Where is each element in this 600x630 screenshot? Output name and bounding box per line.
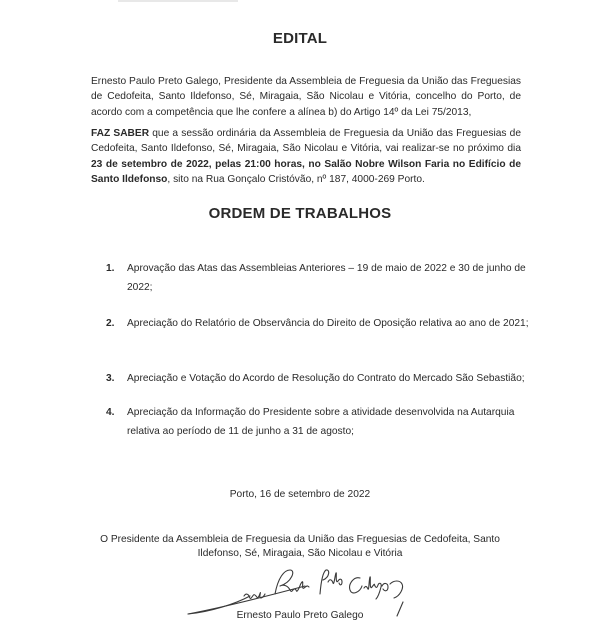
agenda-item: [106, 404, 546, 441]
intro-paragraph: Ernesto Paulo Preto Galego, Presidente da Assembleia de Freguesia da União das Freguesias de Cedofeita, Santo Ildefonso, Sé, Miragaia, São Nicolau e Vitória, concelho do Porto, de acordo com a competência que lhe confere a alínea b) do Artigo 14º da Lei 75/2013,: [91, 76, 521, 118]
agenda-item-text: Aprovação das Atas das Assembleias Anteriores – 19 de maio de 2022 e 30 de junho de 2022;: [127, 263, 526, 293]
agenda-item-number: 2.: [106, 318, 115, 329]
scan-edge-mark: [118, 0, 238, 2]
notice-paragraph: [91, 126, 521, 187]
agenda-item-text: Apreciação e Votação do Acordo de Resolução do Contrato do Mercado São Sebastião;: [127, 373, 525, 384]
signature-preto: [320, 570, 342, 594]
document-title: EDITAL: [272, 30, 328, 47]
agenda-title: ORDEM DE TRABALHOS: [208, 205, 392, 222]
agenda-item-number: 4.: [106, 407, 115, 418]
agenda-item: [106, 315, 546, 334]
agenda-item: [106, 260, 546, 297]
notice-lead: FAZ SABER: [91, 128, 150, 139]
agenda-item-text: Apreciação do Relatório de Observância do Direito de Oposição relativa ao ano de 2021;: [127, 318, 529, 329]
agenda-item: [106, 370, 546, 389]
agenda-item-number: 1.: [106, 263, 115, 274]
signatory-role: O Presidente da Assembleia de Freguesia da União das Freguesias de Cedofeita, Santo Ildefonso, Sé, Miragaia, São Nicolau e Vitória: [100, 534, 500, 559]
notice-text-1: que a sessão ordinária da Assembleia de Freguesia da União das Freguesias de Cedofeita, Santo Ildefonso, Sé, Miragaia, São Nicolau e Vitória, vai realizar-se no próximo dia: [91, 128, 522, 155]
signature-paulo: [275, 570, 309, 594]
agenda-item-number: 3.: [106, 373, 115, 384]
place-date: Porto, 16 de setembro de 2022: [229, 489, 371, 500]
notice-address: , sito na Rua Gonçalo Cristóvão, nº 187, 4000-269 Porto.: [167, 173, 425, 185]
agenda-item-text: Apreciação da Informação do Presidente sobre a atividade desenvolvida na Autarquia relativa ao período de 11 de junho a 31 de agosto;: [127, 407, 515, 437]
signature-galego: [350, 577, 403, 599]
notice-date-location: 23 de setembro de 2022, pelas 21:00 horas, no Salão Nobre Wilson Faria no Edifício de Santo Ildefonso: [91, 158, 521, 185]
signatory-name: Ernesto Paulo Preto Galego: [236, 610, 364, 621]
